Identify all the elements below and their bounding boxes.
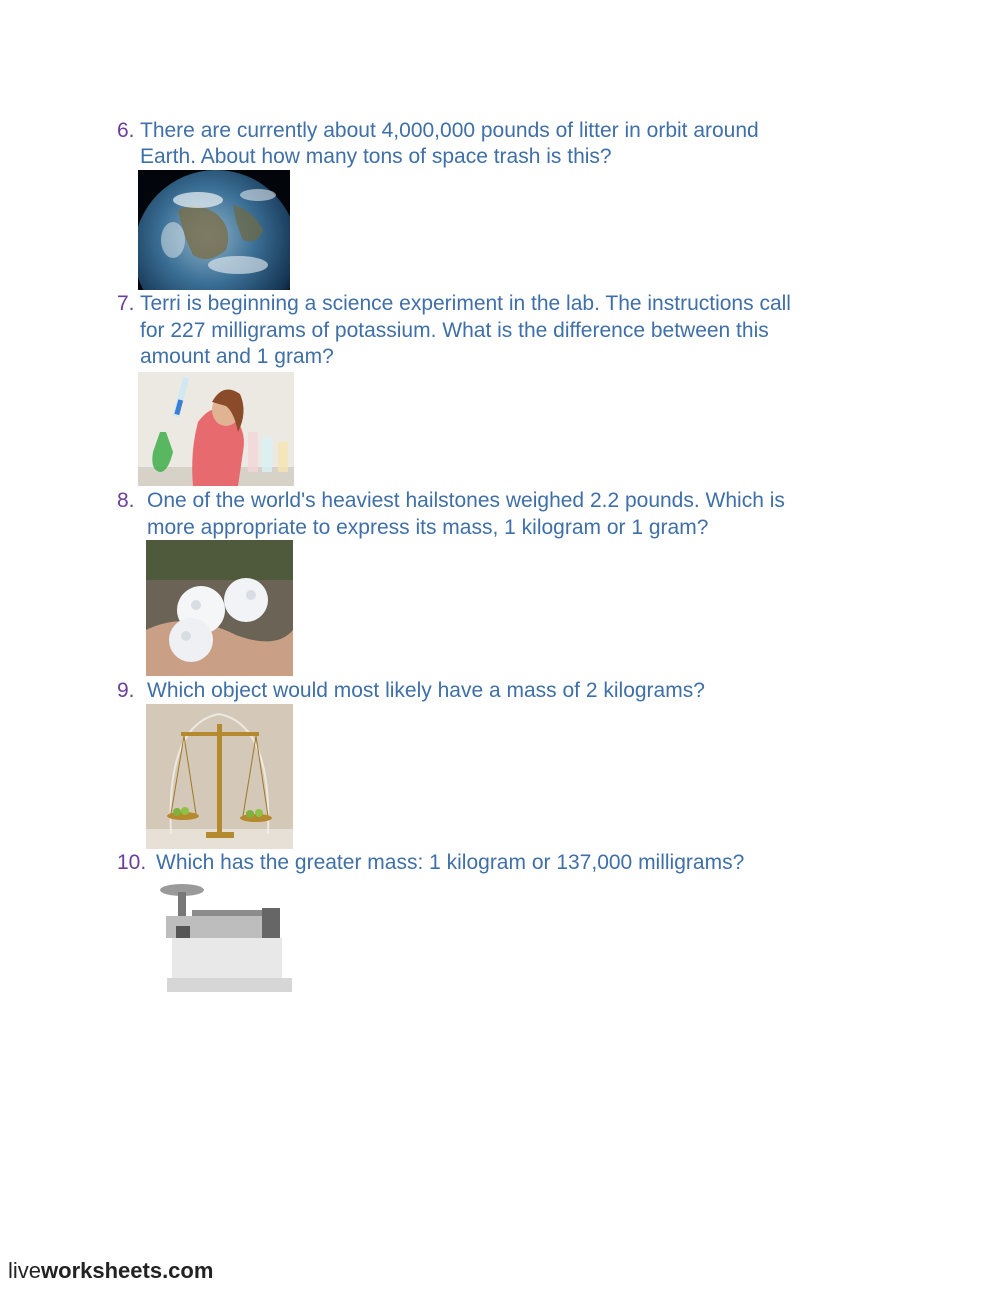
- triple-beam-balance-photo: [152, 878, 294, 1000]
- question-text: Which object would most likely have a mass of 2 kilograms?: [147, 679, 705, 702]
- logo-text-light: live: [8, 1258, 42, 1283]
- question-number: 8.: [117, 489, 135, 512]
- question-number: 6.: [117, 119, 135, 142]
- question-text: Earth. About how many tons of space trash is this?: [140, 145, 612, 168]
- liveworksheets-logo: [8, 1258, 213, 1284]
- earth-photo: [138, 170, 290, 290]
- question-number: 10.: [117, 851, 147, 874]
- question-text: for 227 milligrams of potassium. What is the difference between this: [140, 319, 769, 342]
- question-text: There are currently about 4,000,000 pounds of litter in orbit around: [140, 119, 759, 142]
- question-number: 9.: [117, 679, 135, 702]
- question-text: Which has the greater mass: 1 kilogram or 137,000 milligrams?: [156, 851, 745, 874]
- question-text: One of the world's heaviest hailstones weighed 2.2 pounds. Which is: [147, 489, 785, 512]
- hailstones-photo: [146, 540, 293, 676]
- scientist-photo: [138, 372, 294, 486]
- question-number: 7.: [117, 292, 135, 315]
- logo-text-bold: worksheets.com: [41, 1258, 214, 1283]
- question-text: more appropriate to express its mass, 1 kilogram or 1 gram?: [147, 516, 709, 539]
- balance-scale-photo: [146, 704, 293, 849]
- question-text: Terri is beginning a science experiment in the lab. The instructions call: [140, 292, 791, 315]
- question-text: amount and 1 gram?: [140, 345, 334, 368]
